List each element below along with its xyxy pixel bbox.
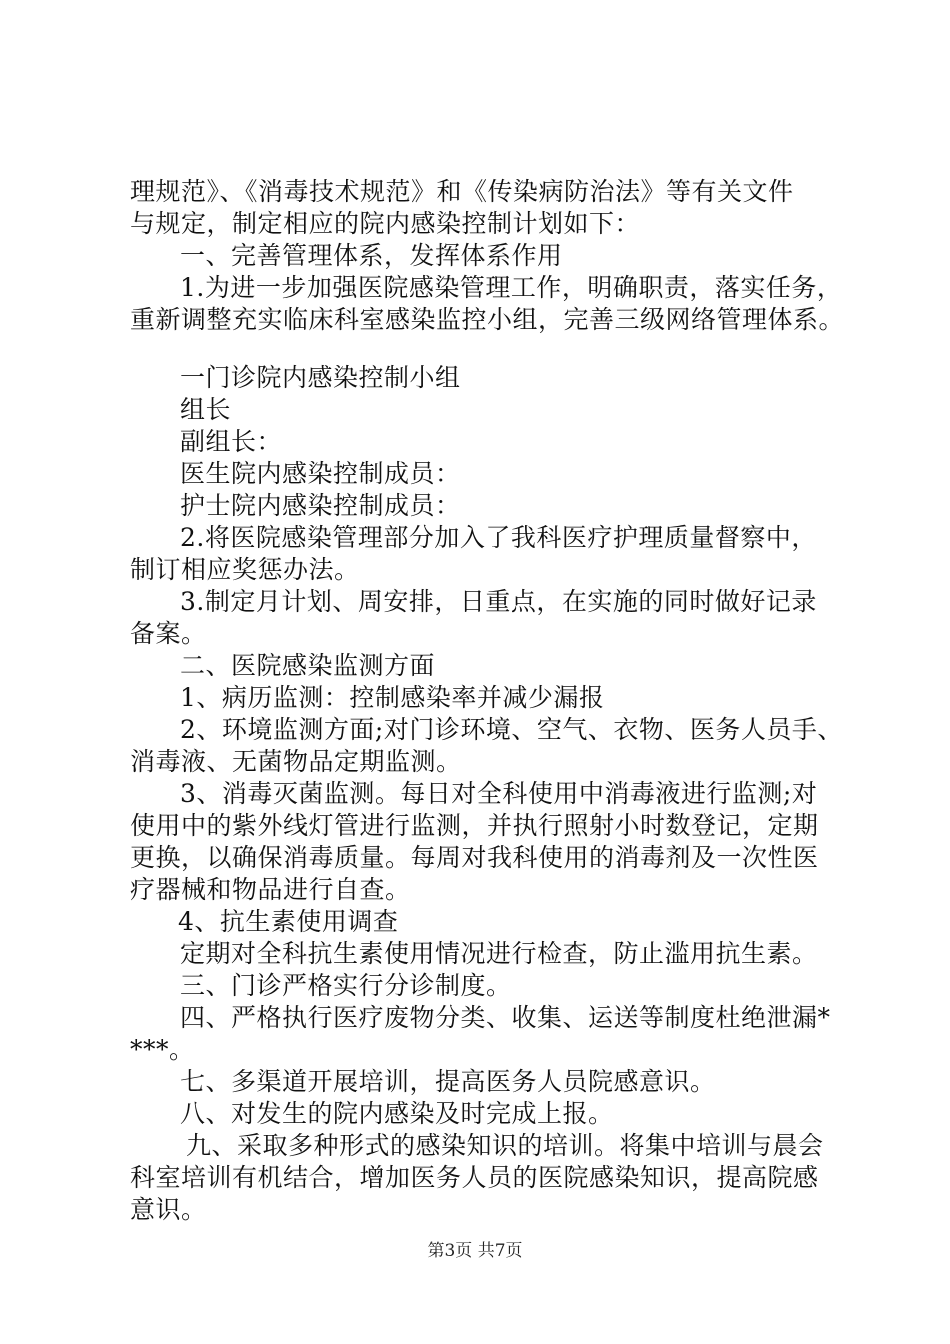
body-text-line: 1、病历监测：控制感染率并减少漏报 [180,683,605,712]
body-text-line: 与规定，制定相应的院内感染控制计划如下： [130,209,641,238]
body-text-line: 制订相应奖惩办法。 [130,555,360,584]
body-text-line: 八、对发生的院内感染及时完成上报。 [180,1099,614,1128]
body-text-line: 二、医院感染监测方面 [180,651,436,680]
body-text-line: ***。 [130,1035,195,1064]
body-text-line: 3、消毒灭菌监测。每日对全科使用中消毒液进行监测;对 [180,779,818,808]
body-text-line: 使用中的紫外线灯管进行监测，并执行照射小时数登记，定期 [130,811,819,840]
body-text-line: 4、抗生素使用调查 [178,907,399,936]
body-text-line: 2.将医院感染管理部分加入了我科医疗护理质量督察中， [180,523,817,552]
body-text-line: 副组长： [180,427,283,456]
body-text-line: 医生院内感染控制成员： [180,459,461,488]
body-text-line: 重新调整充实临床科室感染监控小组，完善三级网络管理体系。 [130,305,845,334]
body-text-line: 1.为进一步加强医院感染管理工作，明确职责，落实任务， [180,273,843,302]
body-text-line: 更换，以确保消毒质量。每周对我科使用的消毒剂及一次性医 [130,843,819,872]
body-text-line: 科室培训有机结合，增加医务人员的医院感染知识，提高院感 [130,1163,819,1192]
body-text-line: 备案。 [130,619,207,648]
page-footer: 第3页 共7页 [427,1241,523,1261]
body-text-line: 九、采取多种形式的感染知识的培训。将集中培训与晨会 [186,1131,824,1160]
document-body [130,176,845,1226]
body-text-line: 一门诊院内感染控制小组 [180,363,461,392]
body-text-line: 理规范》、《消毒技术规范》和《传染病防治法》等有关文件 [130,177,794,206]
body-text-line: 3.制定月计划、周安排，日重点，在实施的同时做好记录 [180,587,817,616]
body-text-line: 2、环境监测方面;对门诊环境、空气、衣物、医务人员手、 [180,715,843,744]
body-text-line: 定期对全科抗生素使用情况进行检查，防止滥用抗生素。 [180,939,818,968]
body-text-line: 消毒液、无菌物品定期监测。 [130,747,462,776]
body-text-line: 四、严格执行医疗废物分类、收集、运送等制度杜绝泄漏* [180,1003,831,1032]
body-text-line: 一、完善管理体系，发挥体系作用 [180,241,563,270]
body-text-line: 疗器械和物品进行自查。 [130,875,411,904]
body-text-line: 组长 [180,395,232,424]
body-text-line: 七、多渠道开展培训，提高医务人员院感意识。 [180,1067,716,1096]
paragraph-spacer [130,336,834,362]
body-text-line: 意识。 [130,1195,207,1224]
body-text-line: 护士院内感染控制成员： [180,491,461,520]
body-text-line: 三、门诊严格实行分诊制度。 [180,971,512,1000]
